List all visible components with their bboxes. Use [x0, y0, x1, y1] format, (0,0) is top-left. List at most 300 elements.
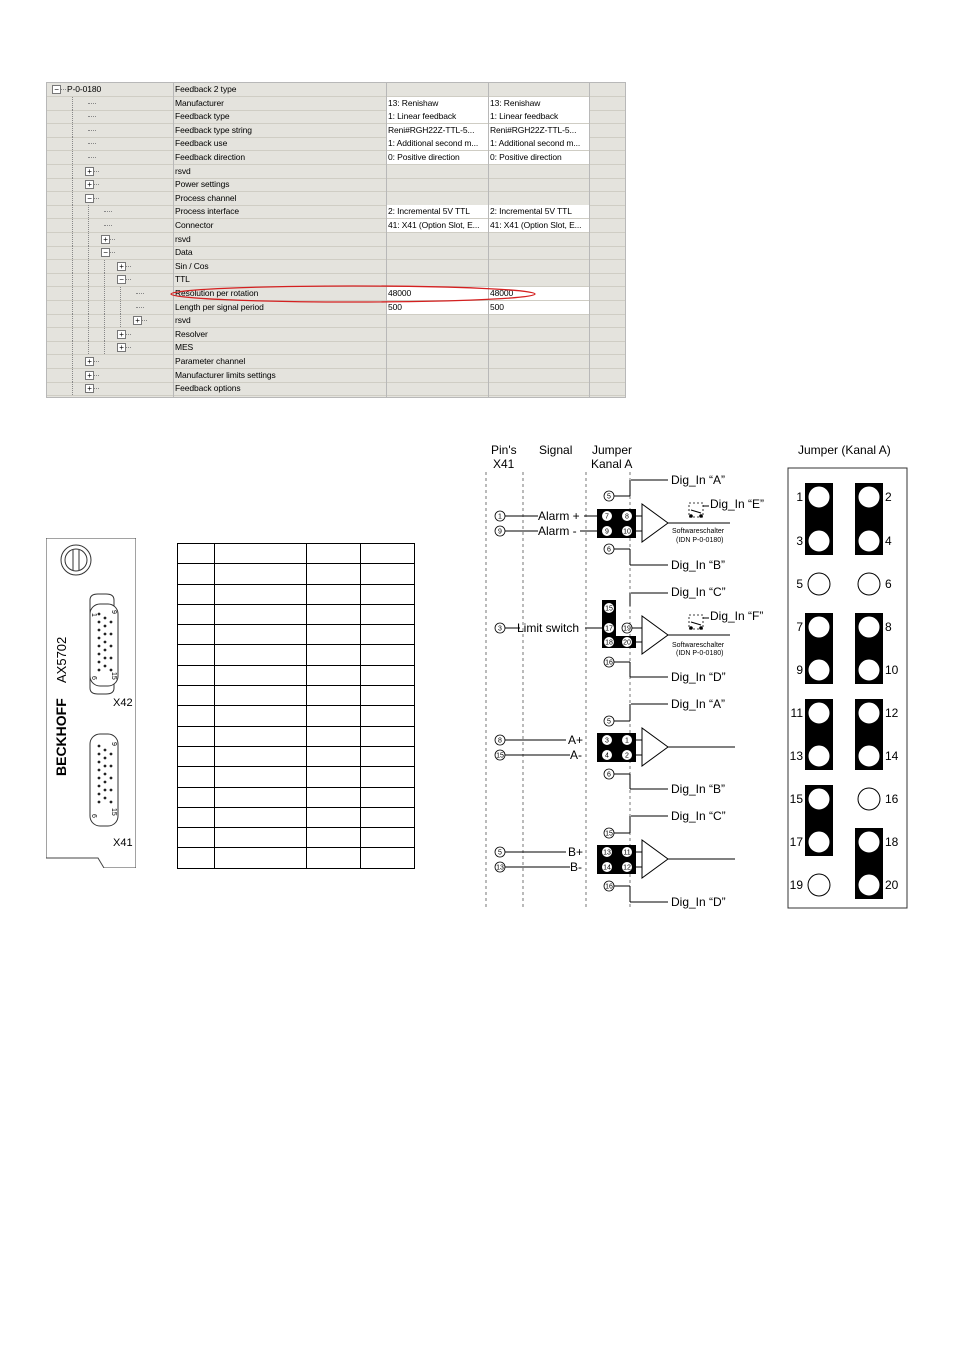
expand-icon[interactable]: + [85, 180, 94, 189]
switch-dot [699, 514, 703, 518]
param-value[interactable] [387, 83, 488, 96]
table-cell [361, 665, 415, 685]
jumper-number-label: 20 [885, 878, 899, 892]
param-value[interactable] [387, 341, 488, 354]
param-value[interactable] [387, 178, 488, 191]
table-row [178, 787, 415, 807]
param-label: Feedback direction [175, 152, 246, 162]
table-cell [215, 848, 307, 868]
param-label: Sin / Cos [175, 260, 209, 271]
jumper-number-label: 15 [789, 792, 803, 806]
jumper-number-label: 1 [796, 490, 803, 504]
pin-number: 5 [607, 493, 611, 501]
table-cell [361, 706, 415, 726]
tree-cell [47, 355, 173, 368]
table-cell [178, 544, 215, 564]
pin-number: 3 [498, 625, 502, 633]
table-cell [178, 564, 215, 584]
table-cell [178, 645, 215, 665]
table-cell [178, 706, 215, 726]
param-value[interactable]: 0: Positive direction [387, 151, 488, 164]
param-value[interactable]: 1: Linear feedback [387, 110, 488, 123]
column-divider [386, 83, 387, 397]
param-value[interactable]: 13: Renishaw [387, 97, 488, 110]
param-value[interactable] [387, 165, 488, 178]
table-cell [307, 544, 361, 564]
param-value-2[interactable] [489, 341, 589, 354]
table-cell [361, 767, 415, 787]
expand-icon[interactable]: + [85, 167, 94, 176]
pin-number: 15 [496, 752, 504, 760]
b-plus-label: B+ [568, 845, 584, 859]
param-label: rsvd [175, 165, 191, 176]
tree-cell [47, 165, 173, 178]
jumper-number-label: 2 [885, 490, 892, 504]
param-row[interactable] [47, 97, 625, 111]
tree-cell [47, 233, 173, 246]
param-row[interactable] [47, 301, 625, 315]
param-value[interactable]: 1: Additional second m... [387, 137, 488, 150]
param-value-2[interactable]: 1: Additional second m... [489, 137, 589, 150]
switch-dot [699, 626, 703, 630]
tree-cell [47, 219, 173, 232]
dig-in-f-label: Dig_In “F” [710, 609, 764, 623]
param-row[interactable] [47, 233, 625, 247]
jumper-number-label: 19 [789, 878, 803, 892]
table-row [178, 625, 415, 645]
table-cell [307, 625, 361, 645]
column-divider [589, 83, 590, 397]
jumper-contact [808, 702, 830, 724]
param-label: Feedback 2 type [175, 84, 237, 94]
param-value[interactable] [387, 355, 488, 368]
collapse-icon[interactable]: − [85, 194, 94, 203]
jumper-contact [858, 702, 880, 724]
port-x41-label: X41 [113, 837, 133, 849]
tree-cell [47, 83, 173, 96]
param-value-2[interactable] [489, 369, 589, 382]
table-row [178, 604, 415, 624]
tree-cell [47, 110, 173, 123]
option-slot-card [46, 538, 136, 868]
tree-cell [47, 205, 173, 218]
param-row[interactable] [47, 137, 625, 151]
jumper-pin-number: 13 [603, 849, 611, 857]
table-cell [215, 746, 307, 766]
jumper-number-label: 17 [789, 835, 803, 849]
table-cell [307, 706, 361, 726]
header-jumper-kanal-a: Jumper (Kanal A) [798, 443, 891, 457]
model-label: AX5702 [54, 636, 69, 683]
a-minus-label: A- [570, 748, 582, 762]
jumper-pin-number: 11 [623, 849, 631, 857]
table-cell [307, 686, 361, 706]
header-jumper: Jumper [592, 443, 633, 457]
table-cell [215, 645, 307, 665]
param-value-2[interactable] [489, 192, 589, 205]
param-row[interactable] [47, 273, 625, 287]
param-value[interactable]: Reni#RGH22Z-TTL-5... [387, 124, 488, 137]
table-row [178, 767, 415, 787]
table-cell [361, 726, 415, 746]
param-row[interactable] [47, 124, 625, 138]
param-value-2[interactable] [489, 273, 589, 286]
header-kanal-a: Kanal A [591, 457, 633, 471]
param-value-2[interactable]: 41: X41 (Option Slot, E... [489, 219, 589, 232]
jumper-contact [808, 530, 830, 552]
table-cell [178, 807, 215, 827]
jumper-pin-number: 4 [605, 752, 609, 760]
param-label: Parameter channel [175, 356, 246, 366]
table-row [178, 544, 415, 564]
jumper-number-label: 6 [885, 577, 892, 591]
jumper-contact [808, 486, 830, 508]
param-row[interactable] [47, 287, 625, 301]
param-value-2[interactable]: 1: Linear feedback [489, 110, 589, 123]
jumper-contact [858, 874, 880, 896]
param-value[interactable] [387, 260, 488, 273]
table-cell [215, 706, 307, 726]
switch-dot [689, 626, 693, 630]
table-cell [215, 807, 307, 827]
table-cell [178, 625, 215, 645]
param-label: Resolver [175, 328, 208, 339]
dig-in-c-label: Dig_In “C” [671, 809, 726, 823]
param-row[interactable] [47, 246, 625, 260]
table-cell [361, 686, 415, 706]
expand-icon[interactable]: + [101, 235, 110, 244]
expand-icon[interactable]: + [117, 330, 126, 339]
parameter-tree [46, 82, 626, 398]
param-value[interactable]: 2: Incremental 5V TTL [387, 205, 488, 218]
table-cell [178, 767, 215, 787]
jumper-circuit-diagram [480, 436, 910, 911]
param-label: MES [175, 342, 194, 353]
expand-icon[interactable]: + [85, 357, 94, 366]
amplifier-icon [642, 728, 668, 766]
pin6-label-x42: 6 [90, 676, 97, 680]
softwareschalter-label: Softwareschalter [672, 528, 725, 535]
tree-cell [47, 341, 173, 354]
param-label: Length per signal period [175, 301, 264, 312]
expand-icon[interactable]: + [85, 371, 94, 380]
table-cell [361, 584, 415, 604]
param-row[interactable] [47, 382, 625, 396]
tree-cell [47, 260, 173, 273]
expand-icon[interactable]: + [133, 316, 142, 325]
param-value[interactable]: 48000 [387, 287, 488, 300]
table-cell [178, 828, 215, 848]
dig-in-e-label: Dig_In “E” [710, 497, 765, 511]
jumper-number-label: 18 [885, 835, 899, 849]
switch-line [691, 510, 701, 513]
table-cell [178, 746, 215, 766]
table-cell [361, 746, 415, 766]
column-divider [173, 83, 174, 397]
jumper-number-label: 12 [885, 706, 899, 720]
param-row[interactable] [47, 192, 625, 206]
param-row[interactable] [47, 83, 625, 97]
table-cell [215, 828, 307, 848]
table-cell [215, 544, 307, 564]
param-value-2[interactable] [489, 382, 589, 395]
jumper-pin-number: 20 [623, 639, 631, 647]
pin15-label-x42: 15 [110, 672, 117, 680]
pin6-label-x41: 6 [90, 814, 97, 818]
pin-number: 16 [605, 659, 613, 667]
param-value[interactable] [387, 273, 488, 286]
param-label: Power settings [175, 179, 230, 190]
pin-number: 15 [605, 830, 613, 838]
table-cell [215, 767, 307, 787]
dig-in-a-label: Dig_In “A” [671, 697, 726, 711]
param-label: Feedback options [175, 383, 241, 394]
param-value-2[interactable]: 48000 [489, 287, 589, 300]
pin-assignment-table [177, 543, 415, 869]
param-value-2[interactable] [489, 83, 589, 96]
jumper-contact [808, 874, 830, 896]
dig-in-c-label: Dig_In “C” [671, 585, 726, 599]
jumper-contact [858, 486, 880, 508]
param-value-2[interactable] [489, 165, 589, 178]
table-cell [307, 584, 361, 604]
param-value[interactable] [387, 369, 488, 382]
param-row[interactable] [47, 205, 625, 219]
param-label: Manufacturer limits settings [175, 369, 276, 380]
param-label: Process channel [175, 192, 237, 203]
table-row [178, 807, 415, 827]
jumper-contact [858, 659, 880, 681]
param-value[interactable] [387, 382, 488, 395]
table-cell [215, 584, 307, 604]
jumper-contact [858, 573, 880, 595]
param-label: TTL [175, 274, 190, 285]
collapse-icon[interactable]: − [52, 85, 61, 94]
expand-icon[interactable]: + [117, 343, 126, 352]
dig-in-a-label: Dig_In “A” [671, 473, 726, 487]
switch-dot [689, 514, 693, 518]
brand-label: BECKHOFF [53, 698, 69, 776]
expand-icon[interactable]: + [85, 384, 94, 393]
param-row[interactable] [47, 165, 625, 179]
jumper-contact [808, 745, 830, 767]
param-label: rsvd [175, 233, 191, 244]
idn-label: (IDN P-0-0180) [676, 537, 724, 544]
jumper-number-label: 13 [789, 749, 803, 763]
table-cell [215, 726, 307, 746]
dig-in-d-label: Dig_In “D” [671, 895, 726, 909]
table-cell [361, 625, 415, 645]
a-plus-label: A+ [568, 733, 584, 747]
port-x42-label: X42 [113, 697, 133, 709]
table-cell [307, 787, 361, 807]
jumper-number-label: 5 [796, 577, 803, 591]
table-cell [215, 625, 307, 645]
param-id: P-0-0180 [67, 84, 102, 94]
pin-number: 8 [498, 737, 502, 745]
param-row[interactable] [47, 341, 625, 355]
amplifier-icon [642, 840, 668, 878]
table-cell [361, 787, 415, 807]
param-value[interactable] [387, 328, 488, 341]
tree-cell [47, 287, 173, 300]
alarm-minus-label: Alarm - [538, 524, 577, 538]
param-row[interactable] [47, 369, 625, 383]
switch-line [691, 622, 701, 625]
table-cell [178, 787, 215, 807]
amplifier-icon [642, 504, 668, 542]
param-value[interactable] [387, 314, 488, 327]
jumper-pin-number: 17 [605, 625, 613, 633]
param-value-2[interactable] [489, 314, 589, 327]
pin9-label-x42: 9 [110, 610, 117, 614]
param-label: Process interface [175, 206, 239, 217]
dig-in-b-label: Dig_In “B” [671, 782, 726, 796]
jumper-contact [808, 788, 830, 810]
jumper-contact [858, 831, 880, 853]
tree-cell [47, 97, 173, 110]
param-row[interactable] [47, 260, 625, 274]
pin15-label-x41: 15 [110, 808, 117, 816]
table-row [178, 564, 415, 584]
jumper-contact [858, 530, 880, 552]
param-row[interactable] [47, 151, 625, 165]
table-cell [178, 604, 215, 624]
param-value-2[interactable]: 2: Incremental 5V TTL [489, 205, 589, 218]
pin-number: 1 [498, 513, 502, 521]
param-value-2[interactable] [489, 328, 589, 341]
param-value-2[interactable]: 500 [489, 301, 589, 314]
table-cell [178, 686, 215, 706]
pin1-label-x42: 1 [90, 613, 97, 617]
table-row [178, 706, 415, 726]
param-row[interactable] [47, 110, 625, 124]
tree-cell [47, 246, 173, 259]
jumper-pin-number: 12 [623, 864, 631, 872]
param-value-2[interactable]: 0: Positive direction [489, 151, 589, 164]
jumper-pin-number: 8 [625, 513, 629, 521]
collapse-icon[interactable]: − [101, 248, 110, 257]
tree-cell [47, 369, 173, 382]
table-cell [215, 665, 307, 685]
param-label: Feedback use [175, 138, 228, 149]
table-cell [361, 645, 415, 665]
table-cell [215, 787, 307, 807]
jumper-number-label: 9 [796, 663, 803, 677]
table-cell [178, 584, 215, 604]
param-value-2[interactable] [489, 260, 589, 273]
param-label: Data [175, 247, 193, 258]
jumper-pin-number: 7 [605, 513, 609, 521]
tree-cell [47, 273, 173, 286]
param-label: Connector [175, 220, 214, 230]
param-label: rsvd [175, 315, 191, 326]
table-cell [307, 807, 361, 827]
jumper-contact [858, 616, 880, 638]
jumper-pin-number: 14 [603, 864, 611, 872]
tree-cell [47, 137, 173, 150]
table-cell [307, 746, 361, 766]
jumper-number-label: 11 [790, 706, 803, 720]
table-cell [215, 604, 307, 624]
param-row[interactable] [47, 314, 625, 328]
param-value-2[interactable] [489, 246, 589, 259]
tree-cell [47, 192, 173, 205]
param-row[interactable] [47, 178, 625, 192]
pin-number: 6 [607, 771, 611, 779]
tree-cell [47, 314, 173, 327]
table-cell [307, 848, 361, 868]
table-cell [307, 645, 361, 665]
param-value[interactable] [387, 192, 488, 205]
tree-cell [47, 178, 173, 191]
column-divider [488, 83, 489, 397]
param-value-2[interactable]: 13: Renishaw [489, 97, 589, 110]
param-value[interactable]: 41: X41 (Option Slot, E... [387, 219, 488, 232]
table-cell [361, 848, 415, 868]
amplifier-icon [642, 616, 668, 654]
param-row[interactable] [47, 328, 625, 342]
collapse-icon[interactable]: − [117, 275, 126, 284]
table-row [178, 848, 415, 868]
param-value[interactable]: 500 [387, 301, 488, 314]
table-cell [215, 564, 307, 584]
tree-cell [47, 382, 173, 395]
jumper-number-label: 10 [885, 663, 899, 677]
param-value-2[interactable] [489, 178, 589, 191]
param-value[interactable] [387, 233, 488, 246]
table-cell [307, 604, 361, 624]
tree-cell [47, 301, 173, 314]
jumper-pin-number: 3 [605, 737, 609, 745]
pin-number: 13 [496, 864, 504, 872]
param-value-2[interactable] [489, 355, 589, 368]
jumper-contact [808, 659, 830, 681]
pin-number: 5 [498, 849, 502, 857]
dig-in-b-label: Dig_In “B” [671, 558, 726, 572]
dig-in-d-label: Dig_In “D” [671, 670, 726, 684]
tree-cell [47, 328, 173, 341]
param-label: Resolution per rotation [175, 288, 259, 298]
table-row [178, 686, 415, 706]
jumper-number-label: 3 [796, 534, 803, 548]
pin-number: 19 [623, 625, 631, 633]
alarm-plus-label: Alarm + [538, 509, 580, 523]
param-value-2[interactable]: Reni#RGH22Z-TTL-5... [489, 124, 589, 137]
param-value[interactable] [387, 246, 488, 259]
jumper-number-label: 14 [885, 749, 899, 763]
jumper-contact [858, 788, 880, 810]
b-minus-label: B- [570, 860, 582, 874]
pin-number: 16 [605, 883, 613, 891]
table-cell [307, 665, 361, 685]
jumper-number-label: 7 [796, 620, 803, 634]
table-row [178, 746, 415, 766]
param-label: Feedback type string [175, 124, 252, 135]
param-row[interactable] [47, 219, 625, 233]
header-x41: X41 [493, 457, 515, 471]
jumper-pin-number: 2 [625, 752, 629, 760]
table-cell [361, 564, 415, 584]
param-value-2[interactable] [489, 233, 589, 246]
table-cell [307, 564, 361, 584]
table-row [178, 645, 415, 665]
param-row[interactable] [47, 355, 625, 369]
table-row [178, 726, 415, 746]
table-cell [307, 828, 361, 848]
screw-icon [61, 545, 91, 575]
expand-icon[interactable]: + [117, 262, 126, 271]
